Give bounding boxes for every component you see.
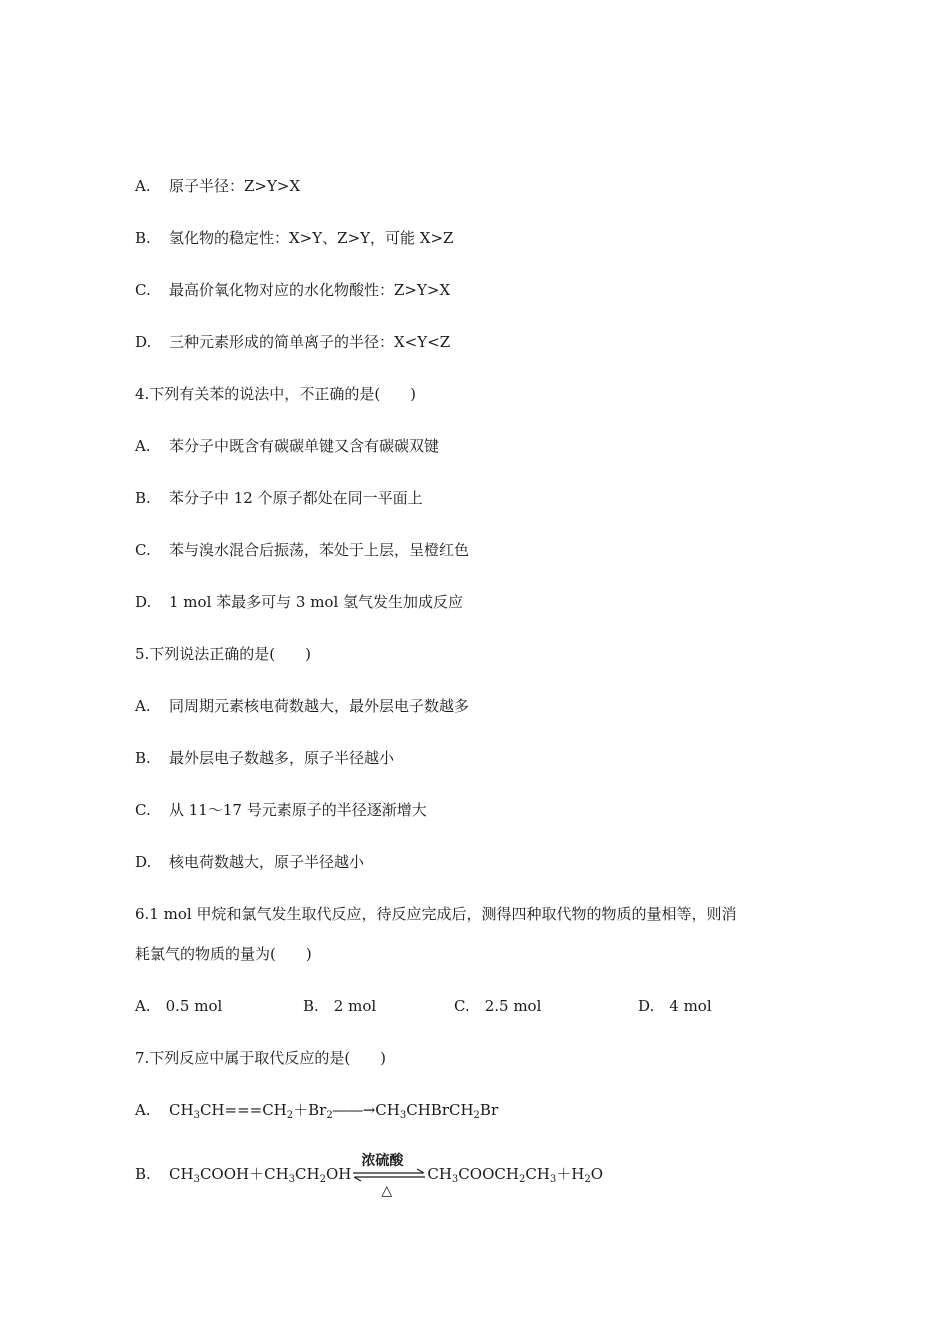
option-text: 苯分子中既含有碳碳单键又含有碳碳双键 xyxy=(169,437,440,455)
q5-option-b xyxy=(135,748,394,768)
option-text: 核电荷数越大，原子半径越小 xyxy=(169,853,365,871)
option-text: 苯分子中 12 个原子都处在同一平面上 xyxy=(169,489,423,507)
option-text: 最高价氧化物对应的水化物酸性：Z>Y>X xyxy=(169,281,451,299)
q5-stem: 5.下列说法正确的是( ) xyxy=(135,645,312,663)
option-label: D. xyxy=(135,853,152,871)
option-label: B. xyxy=(135,749,151,767)
option-label: A. xyxy=(135,177,151,195)
reaction-reactants-b: $CH_3COOH+CH_3CH_2OH$ xyxy=(169,1165,352,1185)
option-text: 三种元素形成的简单离子的半径：X<Y<Z xyxy=(169,333,451,351)
q5-option-c xyxy=(135,800,427,820)
option-text: 氢化物的稳定性：X>Y、Z>Y，可能 X>Z xyxy=(169,229,454,247)
q4-option-a xyxy=(135,436,439,456)
option-label: B. xyxy=(135,1165,151,1183)
option-label: C. xyxy=(135,281,151,299)
q4-option-b xyxy=(135,488,423,508)
heat-symbol: △ xyxy=(381,1183,393,1199)
q3-option-b xyxy=(135,228,453,248)
option-label: B. xyxy=(135,229,151,247)
q3-option-a xyxy=(135,176,300,196)
reversible-arrow-icon xyxy=(351,1153,427,1199)
option-label: C. xyxy=(135,541,151,559)
option-text: 1 mol 苯最多可与 3 mol 氢气发生加成反应 xyxy=(169,593,464,611)
option-label: B. xyxy=(135,489,151,507)
option-text: 原子半径：Z>Y>X xyxy=(169,177,301,195)
q7-stem: 7.下列反应中属于取代反应的是( ) xyxy=(135,1049,387,1067)
q6-option-c: C. 2.5 mol xyxy=(454,997,542,1015)
q3-option-d xyxy=(135,332,450,352)
reaction-equation-a: $CH_3CH===CH_2+Br_2――\to CH_3CHBrCH_2Br$ xyxy=(169,1101,499,1121)
option-text: 同周期元素核电荷数越大，最外层电子数越多 xyxy=(169,697,470,715)
option-text: 最外层电子数越多，原子半径越小 xyxy=(169,749,395,767)
option-label: A. xyxy=(135,697,151,715)
q5-option-d xyxy=(135,852,364,872)
option-label: A. xyxy=(135,437,151,455)
q6-option-a: A. 0.5 mol xyxy=(135,997,223,1015)
q4-option-c xyxy=(135,540,469,560)
q6-stem-line1: 6.1 mol 甲烷和氯气发生取代反应，待反应完成后，测得四种取代物的物质的量相等，则消 xyxy=(135,905,737,923)
option-text: 苯与溴水混合后振荡，苯处于上层，呈橙红色 xyxy=(169,541,470,559)
option-label: D. xyxy=(135,333,152,351)
option-text: 从 11～17 号元素原子的半径逐渐增大 xyxy=(169,801,427,819)
q4-stem: 4.下列有关苯的说法中，不正确的是( ) xyxy=(135,385,417,403)
option-label: D. xyxy=(135,593,152,611)
option-label: A. xyxy=(135,1101,151,1119)
q7-option-b xyxy=(135,1153,604,1199)
q6-option-d: D. 4 mol xyxy=(638,997,712,1015)
q6-option-b: B. 2 mol xyxy=(303,997,377,1015)
option-label: C. xyxy=(135,801,151,819)
reaction-condition: 浓硫酸 xyxy=(361,1153,404,1169)
q5-option-a xyxy=(135,696,469,716)
q6-stem-line2: 耗氯气的物质的量为( ) xyxy=(135,945,312,963)
q7-option-a xyxy=(135,1100,498,1126)
q4-option-d xyxy=(135,592,463,612)
q3-option-c xyxy=(135,280,450,300)
reaction-products-b: $CH_3COOCH_2CH_3+H_2O$ xyxy=(427,1165,604,1185)
